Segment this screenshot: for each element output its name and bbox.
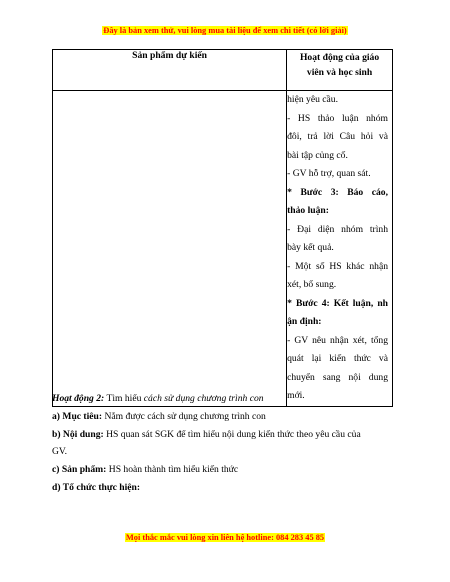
- activity-line: đôi, trả lời Câu hỏi và: [287, 131, 388, 142]
- step-4-heading-cont: ận định:: [287, 316, 322, 327]
- step-4-heading: * Bước 4: Kết luận, nh: [287, 297, 388, 309]
- activity-line: xét, bổ sung.: [287, 279, 337, 290]
- organization-label: d) Tổ chức thực hiện:: [52, 482, 141, 493]
- product-paragraph: [52, 461, 396, 480]
- activity-line: - GV hỗ trợ, quan sát.: [287, 168, 371, 179]
- header-expected-product-label: Sản phẩm dự kiến: [132, 50, 207, 61]
- activity-cell: [287, 91, 393, 407]
- preview-notice-banner: [0, 26, 450, 35]
- content-label: b) Nội dung:: [52, 429, 104, 440]
- activity-line: chuyển sang nội dung: [287, 371, 388, 383]
- preview-notice-text: Đây là bản xem thử, vui lòng mua tài liệu để xem chi tiết (có lời giải): [103, 26, 347, 35]
- activity-2-italic-topic: cách sử dụng chương trình con: [143, 393, 264, 404]
- expected-product-cell: [53, 91, 287, 407]
- table-header-row: [53, 50, 393, 91]
- content-text-line-2: GV.: [52, 446, 68, 457]
- activity-2-text: Tìm hiểu: [104, 393, 144, 404]
- hotline-text: Mọi thắc mắc vui lòng xin liên hệ hotline: 084 283 45 85: [125, 533, 325, 542]
- activity-line: bài tập củng cố.: [287, 149, 348, 161]
- content-paragraph: [52, 426, 396, 445]
- objective-label: a) Mục tiêu:: [52, 411, 103, 422]
- content-paragraph-cont: [52, 443, 396, 462]
- activity-line: quát lại kiến thức và: [287, 353, 388, 364]
- objective-paragraph: [52, 408, 396, 427]
- header-expected-product: [53, 50, 287, 91]
- activity-line: - Một số HS khác nhận: [287, 260, 388, 272]
- content-text-line-1: HS quan sát SGK để tìm hiểu nội dung kiến thức theo yêu cầu của: [103, 429, 361, 440]
- activity-2-heading: [52, 390, 396, 409]
- activity-line: mới.: [287, 390, 305, 401]
- activity-line: - HS thảo luận nhóm: [287, 112, 388, 124]
- header-activity-line-2: viên và học sinh: [306, 67, 373, 78]
- objective-text: Nắm được cách sử dụng chương trình con: [102, 411, 266, 422]
- activity-line: - GV nêu nhận xét, tổng: [287, 334, 388, 346]
- activity-2-label: Hoạt động 2:: [52, 393, 105, 404]
- lesson-table: [52, 49, 393, 407]
- header-activity-line-1: Hoạt động của giáo: [299, 52, 380, 63]
- step-3-heading: * Bước 3: Báo cáo,: [287, 186, 388, 198]
- product-text: HS hoàn thành tìm hiểu kiến thức: [106, 464, 239, 475]
- activity-line: - Đại diện nhóm trình: [287, 223, 388, 235]
- hotline-banner: [0, 533, 450, 542]
- organization-paragraph: [52, 479, 396, 498]
- product-label: c) Sản phẩm:: [52, 464, 107, 475]
- step-3-heading-cont: thảo luận:: [287, 205, 329, 216]
- header-teacher-student-activity: [287, 50, 393, 91]
- table-body-row: [53, 91, 393, 407]
- activity-line: bày kết quả.: [287, 242, 334, 253]
- activity-line: hiện yêu cầu.: [287, 94, 338, 105]
